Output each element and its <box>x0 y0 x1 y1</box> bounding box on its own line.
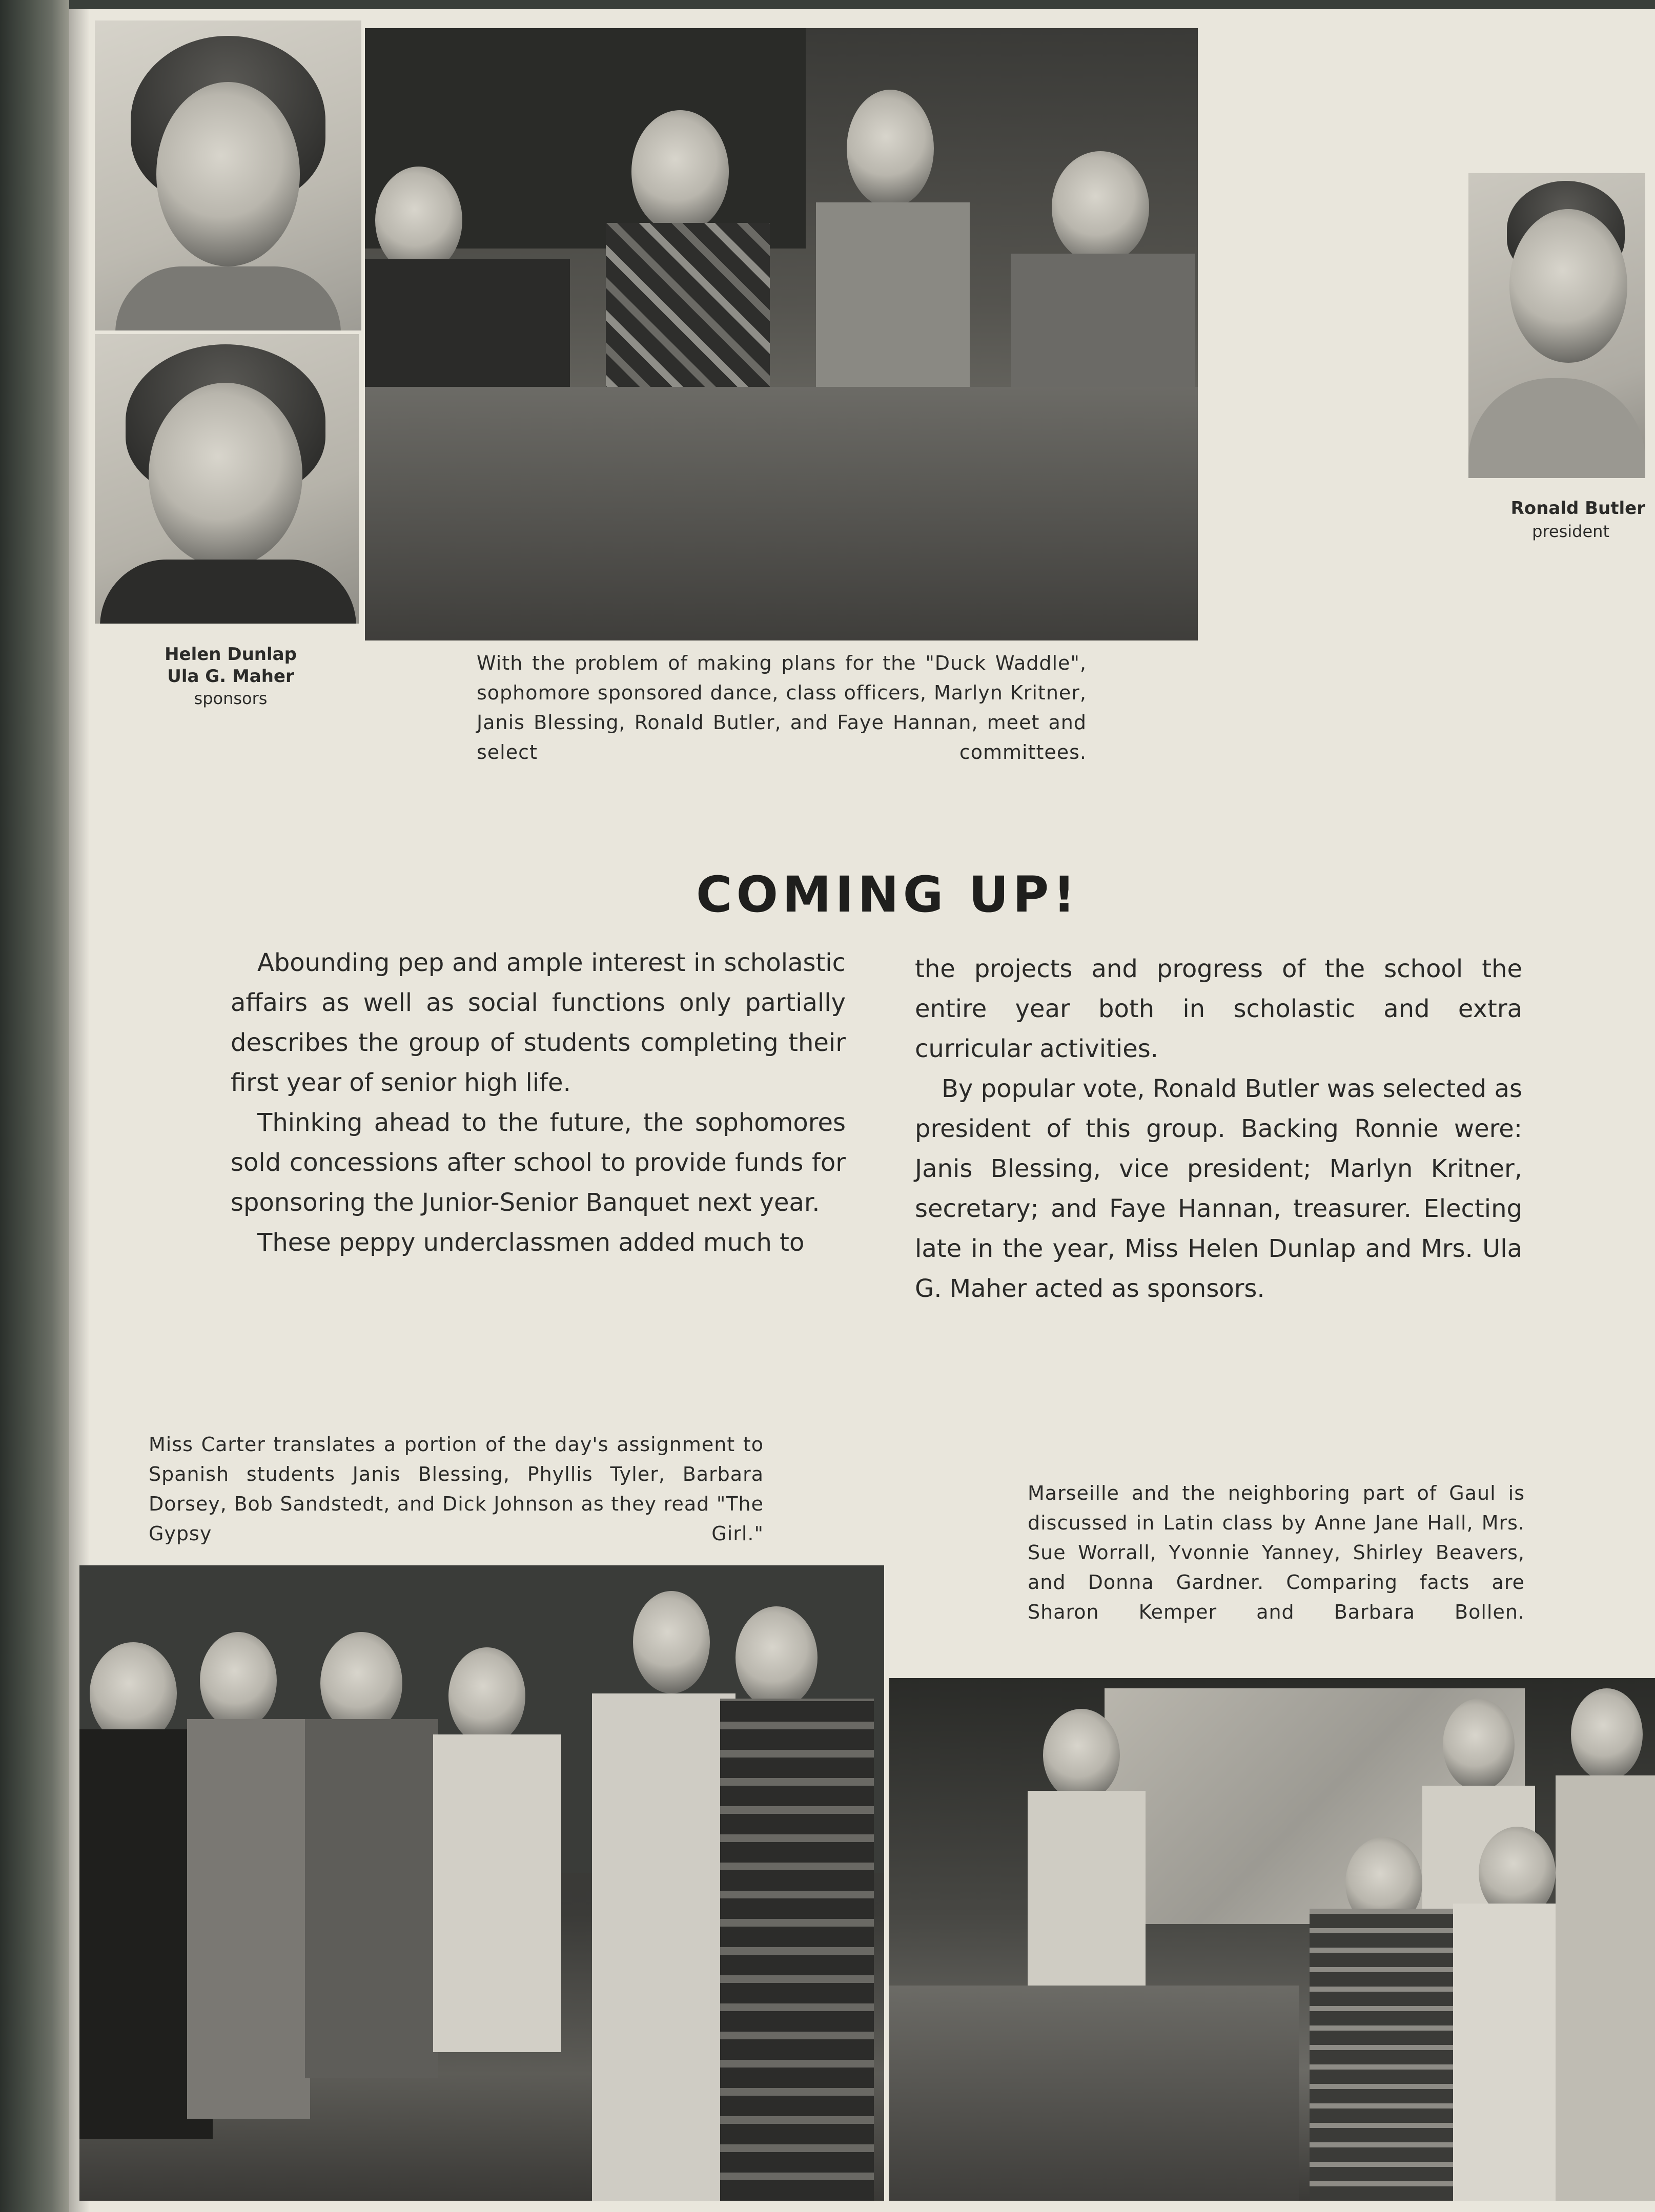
latin-class-photo <box>889 1678 1655 2201</box>
article-left-column <box>231 943 846 1263</box>
article-paragraph: Abounding pep and ample interest in scholastic affairs as well as social functions only partially describes the group of students completing their first year of senior high life. <box>231 948 846 1097</box>
article-paragraph: By popular vote, Ronald Butler was selected as president of this group. Backing Ronnie were: Janis Blessing, vice president; Marlyn Kritner, secretary; and Faye Hannan, treasurer. Electing late in the year, Miss Helen Dunlap and Mrs. Ula G. Maher acted as sponsors. <box>915 1074 1522 1303</box>
page-title: COMING UP! <box>696 866 1079 923</box>
officers-photo-caption: With the problem of making plans for the "Duck Waddle", sophomore sponsored dance, class officers, Marlyn Kritner, Janis Blessing, Ronald Butler, and Faye Hannan, meet and select committees. <box>477 652 1087 763</box>
spanish-class-photo <box>79 1565 884 2201</box>
book-spine <box>0 0 69 2212</box>
class-officers-photo <box>365 28 1198 640</box>
article-paragraph: These peppy underclassmen added much to <box>257 1228 805 1257</box>
sponsor-name-ula-maher: Ula G. Maher <box>167 666 294 687</box>
president-name: Ronald Butler <box>1510 498 1645 519</box>
article-paragraph: the projects and progress of the school the entire year both in scholastic and extra curricular activities. <box>915 955 1522 1063</box>
sponsor-name-helen-dunlap: Helen Dunlap <box>165 644 297 665</box>
article-paragraph: Thinking ahead to the future, the sophomores sold concessions after school to provide funds for sponsoring the Junior-Senior Banquet next year. <box>231 1108 846 1217</box>
spanish-photo-caption: Miss Carter translates a portion of the day's assignment to Spanish students Janis Blessing, Phyllis Tyler, Barbara Dorsey, Bob Sandstedt, and Dick Johnson as they read "The Gypsy Girl." <box>149 1433 764 1545</box>
sponsor-photo-ula-maher <box>95 334 359 624</box>
president-photo-ronald-butler <box>1468 173 1645 478</box>
sponsor-photo-helen-dunlap <box>95 20 361 330</box>
sponsor-role: sponsors <box>194 689 268 708</box>
latin-photo-caption: Marseille and the neighboring part of Gaul is discussed in Latin class by Anne Jane Hall, Mrs. Sue Worrall, Yvonnie Yanney, Shirley Beavers, and Donna Gardner. Comparing facts are Sharon Kemper and Barbara Bollen. <box>1028 1482 1525 1623</box>
article-right-column <box>915 949 1522 1309</box>
president-role: president <box>1532 522 1609 541</box>
